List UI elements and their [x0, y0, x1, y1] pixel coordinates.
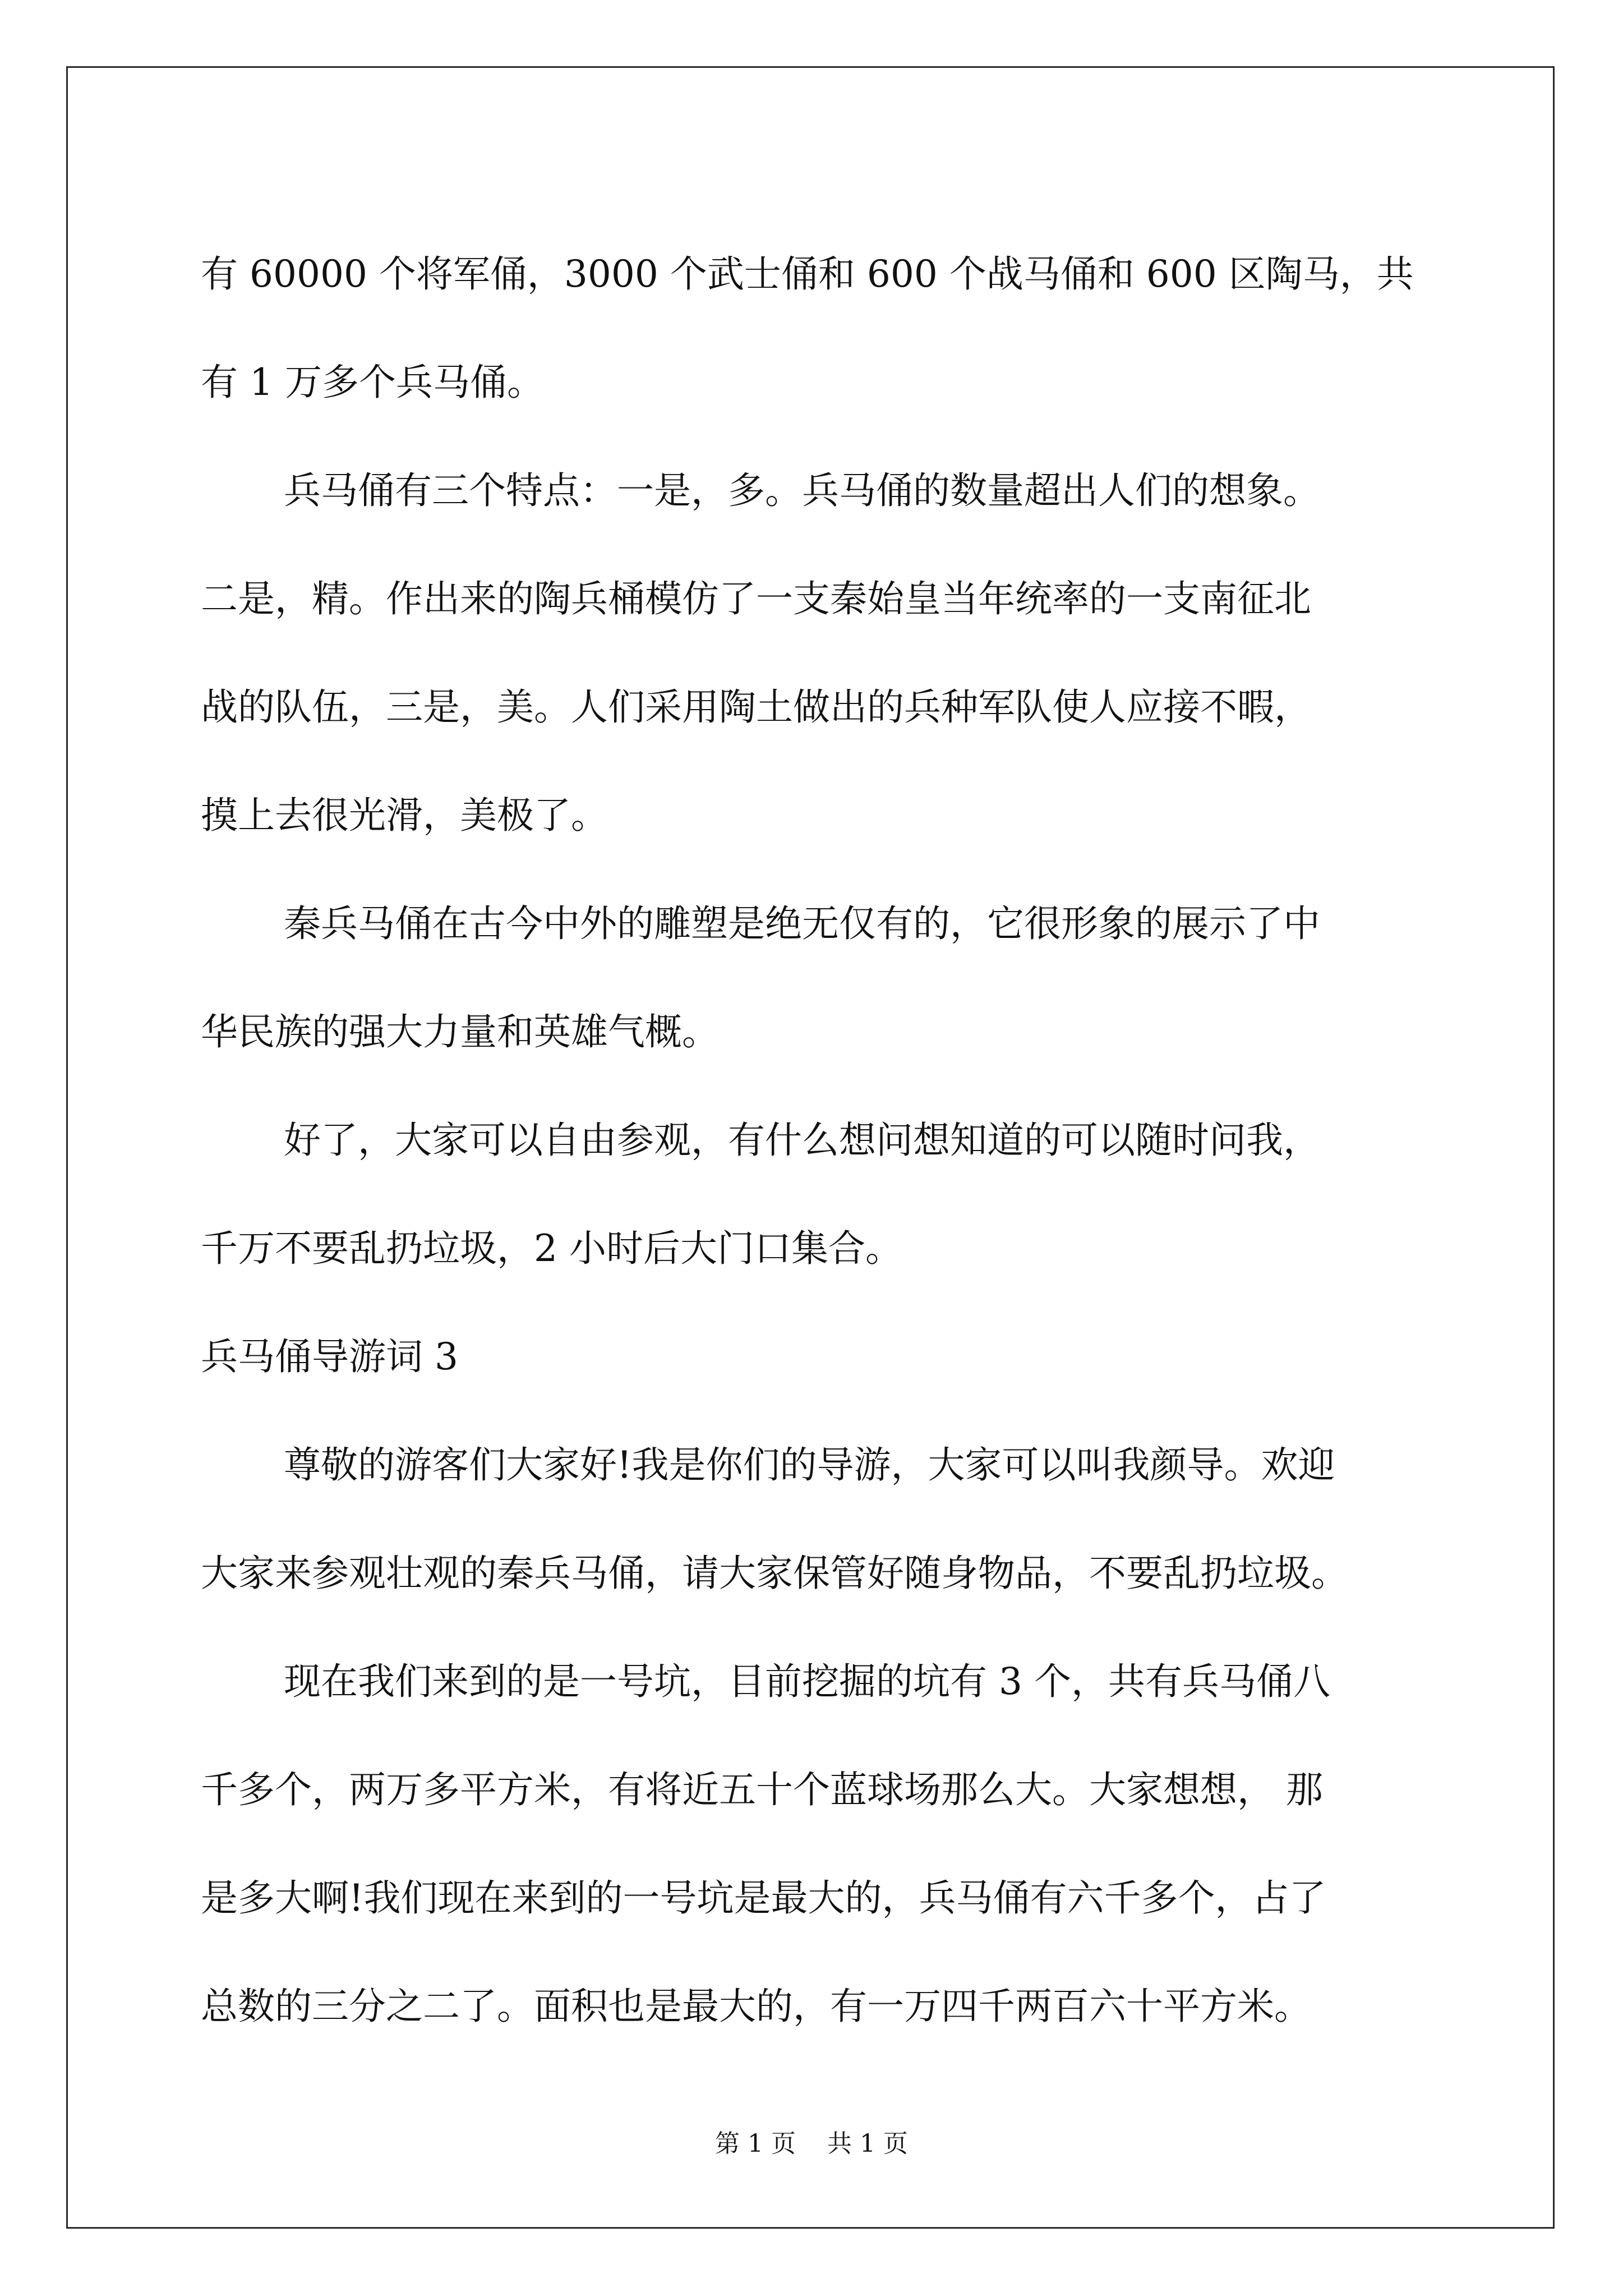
body-text-block: [201, 220, 1463, 1303]
text-line: 现在我们来到的是一号坑，目前挖掘的坑有 3 个，共有兵马俑八: [284, 1660, 1330, 1703]
text-line: 华民族的强大力量和英雄气概。: [201, 1010, 719, 1053]
text-line: 千万不要乱扔垃圾，2 小时后大门口集合。: [201, 1227, 902, 1270]
text-line: 有 60000 个将军俑，3000 个武士俑和 600 个战马俑和 600 区陶马，共: [201, 252, 1414, 296]
text-line: 摸上去很光滑，美极了。: [201, 794, 608, 837]
text-line: 总数的三分之二了。面积也是最大的，有一万四千两百六十平方米。: [201, 1985, 1311, 2028]
text-line: 好了，大家可以自由参观，有什么想问想知道的可以随时问我，: [284, 1119, 1320, 1162]
text-line: 是多大啊!我们现在来到的一号坑是最大的，兵马俑有六千多个，占了: [201, 1876, 1326, 1920]
page-footer: 第 1 页 共 1 页: [715, 2129, 908, 2158]
text-line: 千多个，两万多平方米，有将近五十个蓝球场那么大。大家想想， 那: [201, 1768, 1323, 1811]
text-line: 兵马俑有三个特点：一是，多。兵马俑的数量超出人们的想象。: [284, 469, 1320, 512]
section-heading: 兵马俑导游词 3: [201, 1335, 458, 1378]
text-line: 战的队伍，三是，美。人们采用陶土做出的兵种军队使人应接不暇，: [201, 685, 1311, 729]
document-body: [201, 220, 1463, 2060]
text-line: 二是，精。作出来的陶兵桶模仿了一支秦始皇当年统率的一支南征北: [201, 577, 1311, 620]
text-line: 大家来参观壮观的秦兵马俑，请大家保管好随身物品，不要乱扔垃圾。: [201, 1552, 1348, 1595]
text-line: 有 1 万多个兵马俑。: [201, 361, 544, 404]
text-line: 秦兵马俑在古今中外的雕塑是绝无仅有的，它很形象的展示了中: [284, 902, 1320, 945]
text-line: 尊敬的游客们大家好!我是你们的导游，大家可以叫我颜导。欢迎: [284, 1443, 1335, 1487]
section-text-block: [201, 1411, 1463, 2060]
